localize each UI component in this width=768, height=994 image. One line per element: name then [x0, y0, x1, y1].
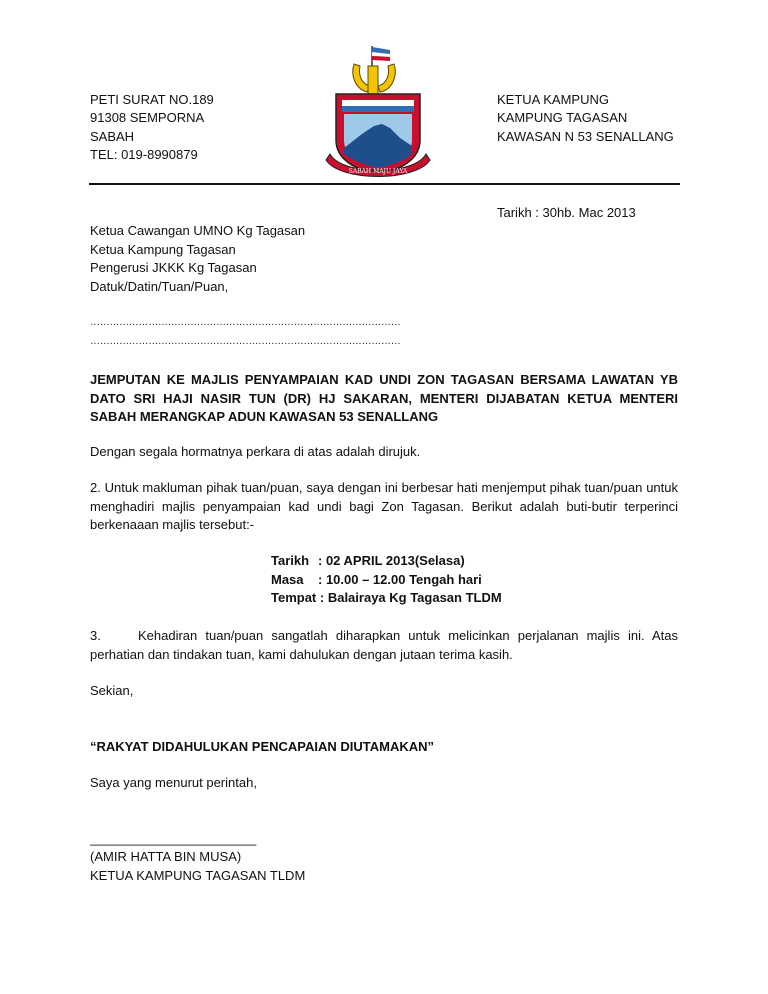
detail-time-label: Masa [271, 571, 304, 587]
detail-date-row [271, 553, 502, 572]
salutation: Datuk/Datin/Tuan/Puan, [90, 279, 229, 294]
recipient-line-1: Ketua Cawangan UMNO Kg Tagasan [90, 223, 306, 238]
letter-subject: JEMPUTAN KE MAJLIS PENYAMPAIAN KAD UNDI ZON TAGASAN BERSAMA LAWATAN YB DATO SRI HAJI NASIR TUN (DR) HJ SAKARAN, MENTERI DIJABATAN KETUA MENTERI SABAH MERANGKAP ADUN KAWASAN 53 SENALLANG [90, 372, 678, 424]
detail-date-value: : 02 APRIL 2013(Selasa) [318, 553, 465, 568]
detail-time-row [271, 572, 502, 591]
detail-time-value: : 10.00 – 12.00 Tengah hari [318, 571, 482, 587]
sender-address-line-2: 91308 SEMPORNA [90, 110, 205, 125]
event-details [271, 553, 502, 609]
sender-address-line-1: PETI SURAT NO.189 [90, 92, 214, 107]
closing: Sekian, [90, 683, 134, 698]
detail-venue-value: : Balairaya Kg Tagasan TLDM [319, 590, 502, 605]
office-line-3: KAWASAN N 53 SENALLANG [497, 129, 674, 144]
sender-phone: TEL: 019-8990879 [90, 147, 198, 162]
letter-date: Tarikh : 30hb. Mac 2013 [497, 205, 636, 220]
paragraph-2: 2. Untuk makluman pihak tuan/puan, saya dengan ini berbesar hati menjemput pihak tuan/puan untuk menghadiri majlis penyampaian kad undi bagi Zon Tagasan. Berikut adalah buti-butir terperinci berkenaaan majlis tersebut:- [90, 480, 678, 532]
signoff: Saya yang menurut perintah, [90, 775, 257, 790]
detail-venue-row [271, 590, 502, 609]
sabah-state-emblem-icon [322, 42, 434, 182]
dotted-line-1: …………………………………………………………………………………… [90, 317, 401, 328]
header-divider [89, 183, 680, 185]
paragraph-3-number: 3. [90, 628, 101, 643]
recipient-line-2: Ketua Kampung Tagasan [90, 242, 236, 257]
office-line-1: KETUA KAMPUNG [497, 92, 609, 107]
paragraph-3: Kehadiran tuan/puan sangatlah diharapkan untuk melicinkan perjalanan majlis ini. Atas perhatian dan tindakan tuan, kami dahulukan dengan jutaan terima kasih. [90, 628, 678, 662]
sender-address-line-3: SABAH [90, 129, 135, 144]
detail-date-label: Tarikh [271, 553, 310, 568]
emblem-motto: SABAH MAJU JAYA [348, 168, 408, 175]
detail-venue-label: Tempat [271, 590, 317, 605]
slogan: “RAKYAT DIDAHULUKAN PENCAPAIAN DIUTAMAKAN” [90, 739, 435, 754]
recipient-line-3: Pengerusi JKKK Kg Tagasan [90, 260, 257, 275]
signer-name: (AMIR HATTA BIN MUSA) [90, 849, 242, 864]
dotted-line-2: …………………………………………………………………………………… [90, 336, 401, 347]
intro-paragraph: Dengan segala hormatnya perkara di atas adalah dirujuk. [90, 444, 421, 459]
office-line-2: KAMPUNG TAGASAN [497, 110, 628, 125]
signer-title: KETUA KAMPUNG TAGASAN TLDM [90, 868, 306, 883]
signature-line: _______________________ [90, 831, 257, 846]
